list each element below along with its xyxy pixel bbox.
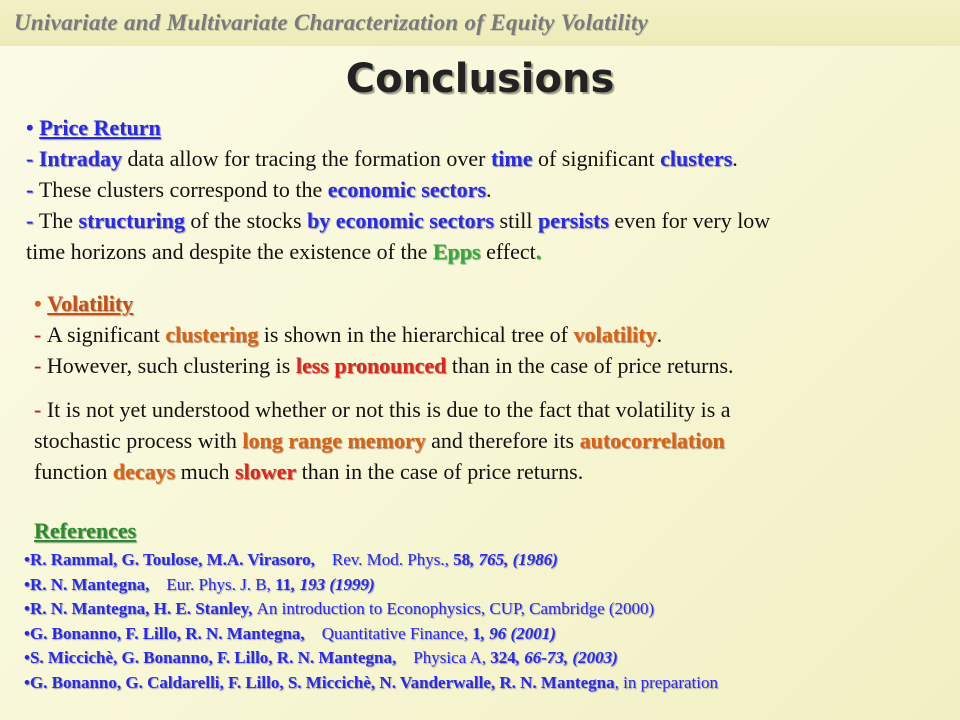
text: much	[175, 459, 236, 484]
price-return-section	[26, 112, 946, 267]
kw-intraday: Intraday	[38, 146, 122, 171]
bullet-icon: •	[24, 599, 30, 618]
volatility-section	[34, 288, 954, 487]
kw-less-pronounced: less pronounced	[295, 353, 447, 378]
kw-time: time	[490, 146, 533, 171]
bullet-icon: •	[24, 623, 30, 643]
text: The	[38, 208, 79, 233]
ref-volume: 58	[453, 550, 471, 569]
price-return-line-4	[26, 236, 946, 267]
text: even for very low	[608, 208, 771, 233]
bullet-icon: •	[24, 550, 30, 569]
text: data allow for tracing the formation over	[121, 146, 491, 171]
reference-item	[24, 646, 944, 671]
text: than in the case of price returns.	[446, 353, 734, 378]
kw-epps: Epps	[432, 239, 481, 264]
volatility-line-2	[34, 350, 954, 381]
reference-item	[24, 622, 944, 647]
volatility-heading-line	[34, 288, 954, 319]
kw-decays: decays	[112, 459, 176, 484]
kw-volatility: volatility	[573, 322, 657, 347]
volatility-line-3	[34, 394, 954, 425]
kw-autocorrelation: autocorrelation	[579, 428, 725, 453]
text: effect	[480, 239, 536, 264]
price-return-line-2	[26, 174, 946, 205]
text: still	[494, 208, 539, 233]
dash: -	[26, 208, 39, 233]
ref-pages: , 193 (1999)	[291, 574, 375, 594]
text: and therefore its	[425, 428, 580, 453]
ref-journal: Eur. Phys. J. B,	[166, 574, 276, 594]
ref-authors: G. Bonanno, G. Caldarelli, F. Lillo, S. Miccichè, N. Vanderwalle, R. N. Mantegna	[29, 672, 615, 692]
header-bar	[0, 0, 960, 46]
ref-volume: 11	[275, 574, 292, 594]
kw-economic-sectors: economic sectors	[327, 177, 487, 202]
price-return-heading-line	[26, 112, 946, 143]
ref-journal: Quantitative Finance,	[321, 623, 473, 643]
ref-authors: R. N. Mantegna, H. E. Stanley,	[29, 599, 253, 618]
ref-journal: , in preparation	[614, 672, 718, 692]
text: These clusters correspond to the	[38, 177, 328, 202]
text: .	[486, 177, 492, 202]
references-list	[24, 548, 944, 695]
volatility-line-4	[34, 425, 954, 456]
kw-long-range-memory: long range memory	[242, 428, 426, 453]
dash: -	[34, 353, 47, 378]
ref-journal: An introduction to Econophysics, CUP, Cambridge (2000)	[256, 599, 655, 618]
reference-item	[24, 597, 944, 622]
kw-clusters: clusters	[660, 146, 733, 171]
ref-pages: , 96 (2001)	[480, 623, 556, 643]
dash: -	[26, 146, 39, 171]
text: However, such clustering is	[46, 353, 296, 378]
kw-clustering: clustering	[165, 322, 259, 347]
ref-volume: 324	[490, 648, 516, 667]
ref-authors: R. Rammal, G. Toulose, M.A. Virasoro,	[29, 550, 315, 569]
text: is shown in the hierarchical tree of	[258, 322, 574, 347]
dash: -	[34, 397, 47, 422]
dash: -	[26, 177, 39, 202]
header-subtitle: Univariate and Multivariate Characterization of Equity Volatility	[14, 10, 649, 35]
reference-item	[24, 573, 944, 598]
bullet-icon: •	[26, 115, 34, 140]
kw-by-economic-sectors: by economic sectors	[307, 208, 495, 233]
price-return-heading: Price Return	[39, 115, 161, 140]
volatility-line-5	[34, 456, 954, 487]
ref-journal: Physica A,	[413, 648, 491, 667]
bullet-icon: •	[24, 672, 30, 692]
text: It is not yet understood whether or not this is due to the fact that volatility is a	[46, 397, 731, 422]
ref-authors: R. N. Mantegna,	[29, 574, 150, 594]
text: .	[732, 146, 738, 171]
kw-structuring: structuring	[78, 208, 185, 233]
text: function	[34, 459, 113, 484]
slide-title: Conclusions	[345, 56, 615, 102]
reference-item	[24, 671, 944, 696]
kw-slower: slower	[235, 459, 297, 484]
kw-persists: persists	[538, 208, 609, 233]
text: stochastic process with	[34, 428, 243, 453]
bullet-icon: •	[24, 574, 30, 594]
text: .	[656, 322, 663, 347]
bullet-icon: •	[34, 291, 42, 316]
ref-authors: G. Bonanno, F. Lillo, R. N. Mantegna,	[29, 623, 305, 643]
text: than in the case of price returns.	[296, 459, 584, 484]
ref-authors: S. Miccichè, G. Bonanno, F. Lillo, R. N. Mantegna,	[29, 648, 397, 667]
ref-pages: , 765, (1986)	[470, 550, 558, 569]
ref-journal: Rev. Mod. Phys.,	[331, 550, 454, 569]
ref-volume: 1	[472, 623, 481, 643]
price-return-line-1	[26, 143, 946, 174]
ref-pages: , 66-73, (2003)	[515, 648, 618, 667]
text: of significant	[532, 146, 661, 171]
bullet-icon: •	[24, 648, 30, 667]
volatility-heading: Volatility	[47, 291, 134, 316]
volatility-line-1	[34, 319, 954, 350]
text: time horizons and despite the existence of the	[26, 239, 433, 264]
text: of the stocks	[184, 208, 308, 233]
references-heading: References	[34, 518, 137, 543]
text: .	[535, 239, 542, 264]
dash: -	[34, 322, 47, 347]
text: A significant	[46, 322, 166, 347]
price-return-line-3	[26, 205, 946, 236]
reference-item	[24, 548, 944, 573]
